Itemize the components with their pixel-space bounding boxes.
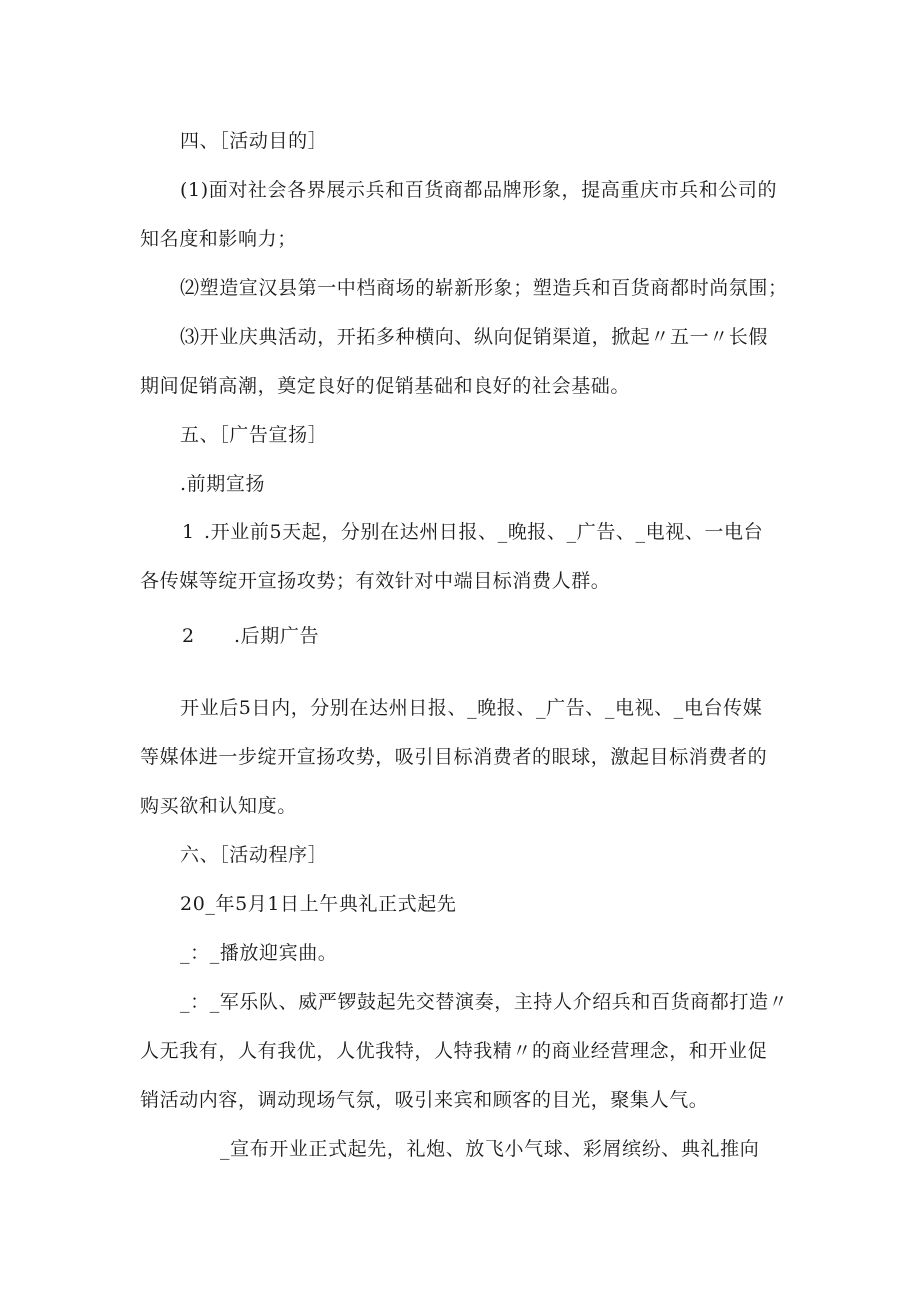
later-advertising-title: .后期广告 (234, 625, 320, 647)
later-advertising-line-3: 购买欲和认知度。 (140, 795, 297, 817)
program-step-2-line-2: 人无我有，人有我优，人优我特，人特我精〃的商业经营理念，和开业促 (140, 1040, 768, 1062)
program-step-2-line-3: 销活动内容，调动现场气氛，吸引来宾和顾客的目光，聚集人气。 (140, 1089, 709, 1111)
section-five-heading: 五、［广告宣扬］ (180, 424, 328, 446)
goal-item-3-line-2: 期间促销高潮，奠定良好的促销基础和良好的社会基础。 (140, 375, 631, 397)
goal-item-1-line-1: (1)面对社会各界展示兵和百货商都品牌形象，提高重庆市兵和公司的 (180, 179, 778, 201)
goal-item-1-line-2: 知名度和影响力； (140, 228, 297, 250)
early-promotion-title: .前期宣扬 (180, 473, 266, 495)
goal-item-3-line-1: ⑶开业庆典活动，开拓多种横向、纵向促销渠道，掀起〃五一〃长假 (180, 326, 769, 348)
later-advertising-number: 2 (182, 625, 195, 647)
later-advertising-line-2: 等媒体进一步绽开宣扬攻势，吸引目标消费者的眼球，激起目标消费者的 (140, 746, 768, 768)
section-six-heading: 六、［活动程序］ (180, 844, 328, 866)
goal-item-2: ⑵塑造宣汉县第一中档商场的崭新形象；塑造兵和百货商都时尚氛围； (180, 277, 788, 299)
program-step-2-line-1: _：_军乐队、威严锣鼓起先交替演奏，主持人介绍兵和百货商都打造〃 (180, 991, 789, 1013)
later-advertising-line-1: 开业后5日内，分别在达州日报、_晚报、_广告、_电视、_电台传媒 (180, 697, 763, 719)
early-promotion-number: 1 (182, 521, 195, 543)
early-promotion-line-1: .开业前5天起，分别在达州日报、_晚报、_广告、_电视、一电台 (204, 521, 764, 543)
program-step-1: _：_播放迎宾曲。 (180, 942, 338, 964)
section-four-heading: 四、［活动目的］ (180, 130, 328, 152)
program-step-3-line-1: _宣布开业正式起先，礼炮、放飞小气球、彩屑缤纷、典礼推向 (220, 1138, 760, 1160)
early-promotion-line-2: 各传媒等绽开宣扬攻势；有效针对中端目标消费人群。 (140, 570, 611, 592)
event-date-line: 20_年5月1日上午典礼正式起先 (180, 893, 457, 915)
